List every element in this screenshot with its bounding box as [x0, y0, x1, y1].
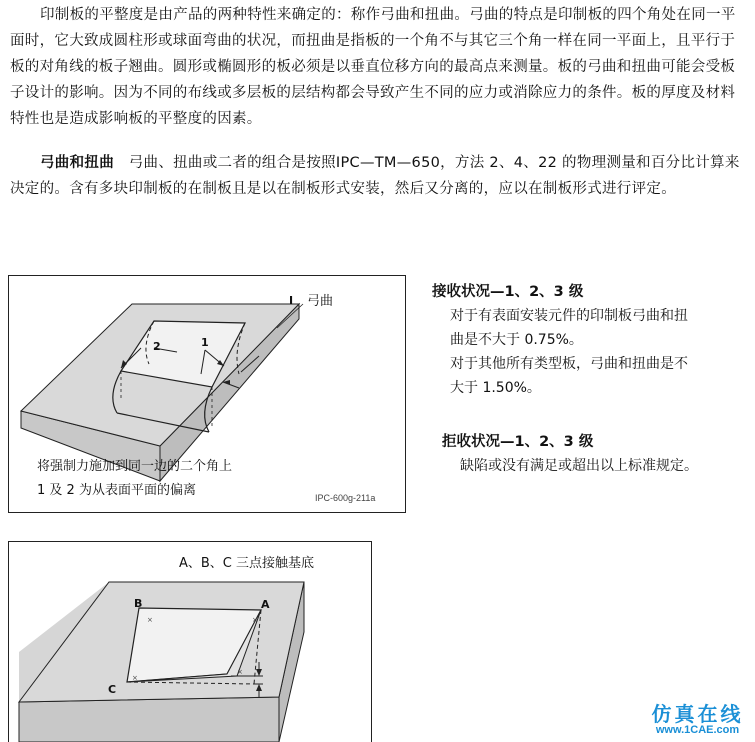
deviation-point-1: 1: [201, 336, 209, 349]
intro-paragraph: 印制板的平整度是由产品的两种特性来确定的：称作弓曲和扭曲。弓曲的特点是印制板的四个角处在同一平面时，它大致成圆柱形或球面弯曲的状况，而扭曲是指板的一个角不与其它三个角一样在同一平面上，且平行于板的对角线的板子翘曲。圆形或椭圆形的板必须是以垂直位移方向的最高点来测量。板的弓曲和扭曲可能会受板子设计的影响。因为不同的布线或多层板的层结构都会导致产生不同的应力或消除应力的条件。板的厚度及材料特性也是造成影响板的平整度的因素。: [10, 7, 736, 127]
bow-diagram: [9, 276, 405, 512]
svg-text:×: ×: [252, 616, 258, 624]
twist-diagram: [9, 542, 371, 742]
bow-twist-title: 弓曲和扭曲: [40, 155, 114, 171]
bow-figure: [8, 275, 406, 513]
deviation-point-2: 2: [153, 340, 161, 353]
watermark-url: www.1CAE.com: [655, 724, 740, 736]
svg-text:×: ×: [237, 668, 243, 676]
corner-a-label: A: [261, 598, 270, 611]
accept-line-1: 对于有表面安装元件的印制板弓曲和扭: [450, 308, 688, 324]
corner-b-label: B: [134, 597, 143, 610]
bow-figure-code: IPC-600g-211a: [315, 493, 376, 503]
accept-line-2: 曲是不大于 0.75%。: [450, 332, 583, 348]
svg-text:×: ×: [132, 674, 138, 682]
accept-line-4: 大于 1.50%。: [450, 380, 541, 396]
watermark-logo: [640, 698, 755, 741]
bow-twist-text: 弓曲、扭曲或二者的组合是按照IPC—TM—650，方法 2、4、22 的物理测量和百分比计算来决定的。含有多块印制板的在制板且是以在制板形式安装，然后又分离的，应以在制板形式进行评定。: [10, 155, 740, 197]
accept-heading: 接收状况—1、2、3 级: [432, 284, 584, 300]
bow-figure-tag: I: [289, 294, 294, 307]
reject-line-1: 缺陷或没有满足或超出以上标准规定。: [460, 458, 698, 474]
svg-text:×: ×: [147, 616, 153, 624]
bow-caption-line2: 1 及 2 为从表面平面的偏离: [37, 483, 196, 498]
corner-c-label: C: [108, 683, 117, 696]
reject-heading: 拒收状况—1、2、3 级: [442, 434, 594, 450]
bow-twist-paragraph: [10, 150, 745, 202]
bow-figure-label: 弓曲: [307, 294, 334, 309]
bow-caption-line1: 将强制力施加到同一边的二个角上: [37, 459, 233, 474]
accept-section: [432, 280, 742, 400]
twist-caption: A、B、C 三点接触基底: [179, 556, 315, 571]
reject-section: [442, 430, 752, 478]
watermark-name: 仿真在线: [651, 702, 744, 726]
twist-figure: [8, 541, 372, 742]
accept-line-3: 对于其他所有类型板，弓曲和扭曲是不: [450, 356, 688, 372]
